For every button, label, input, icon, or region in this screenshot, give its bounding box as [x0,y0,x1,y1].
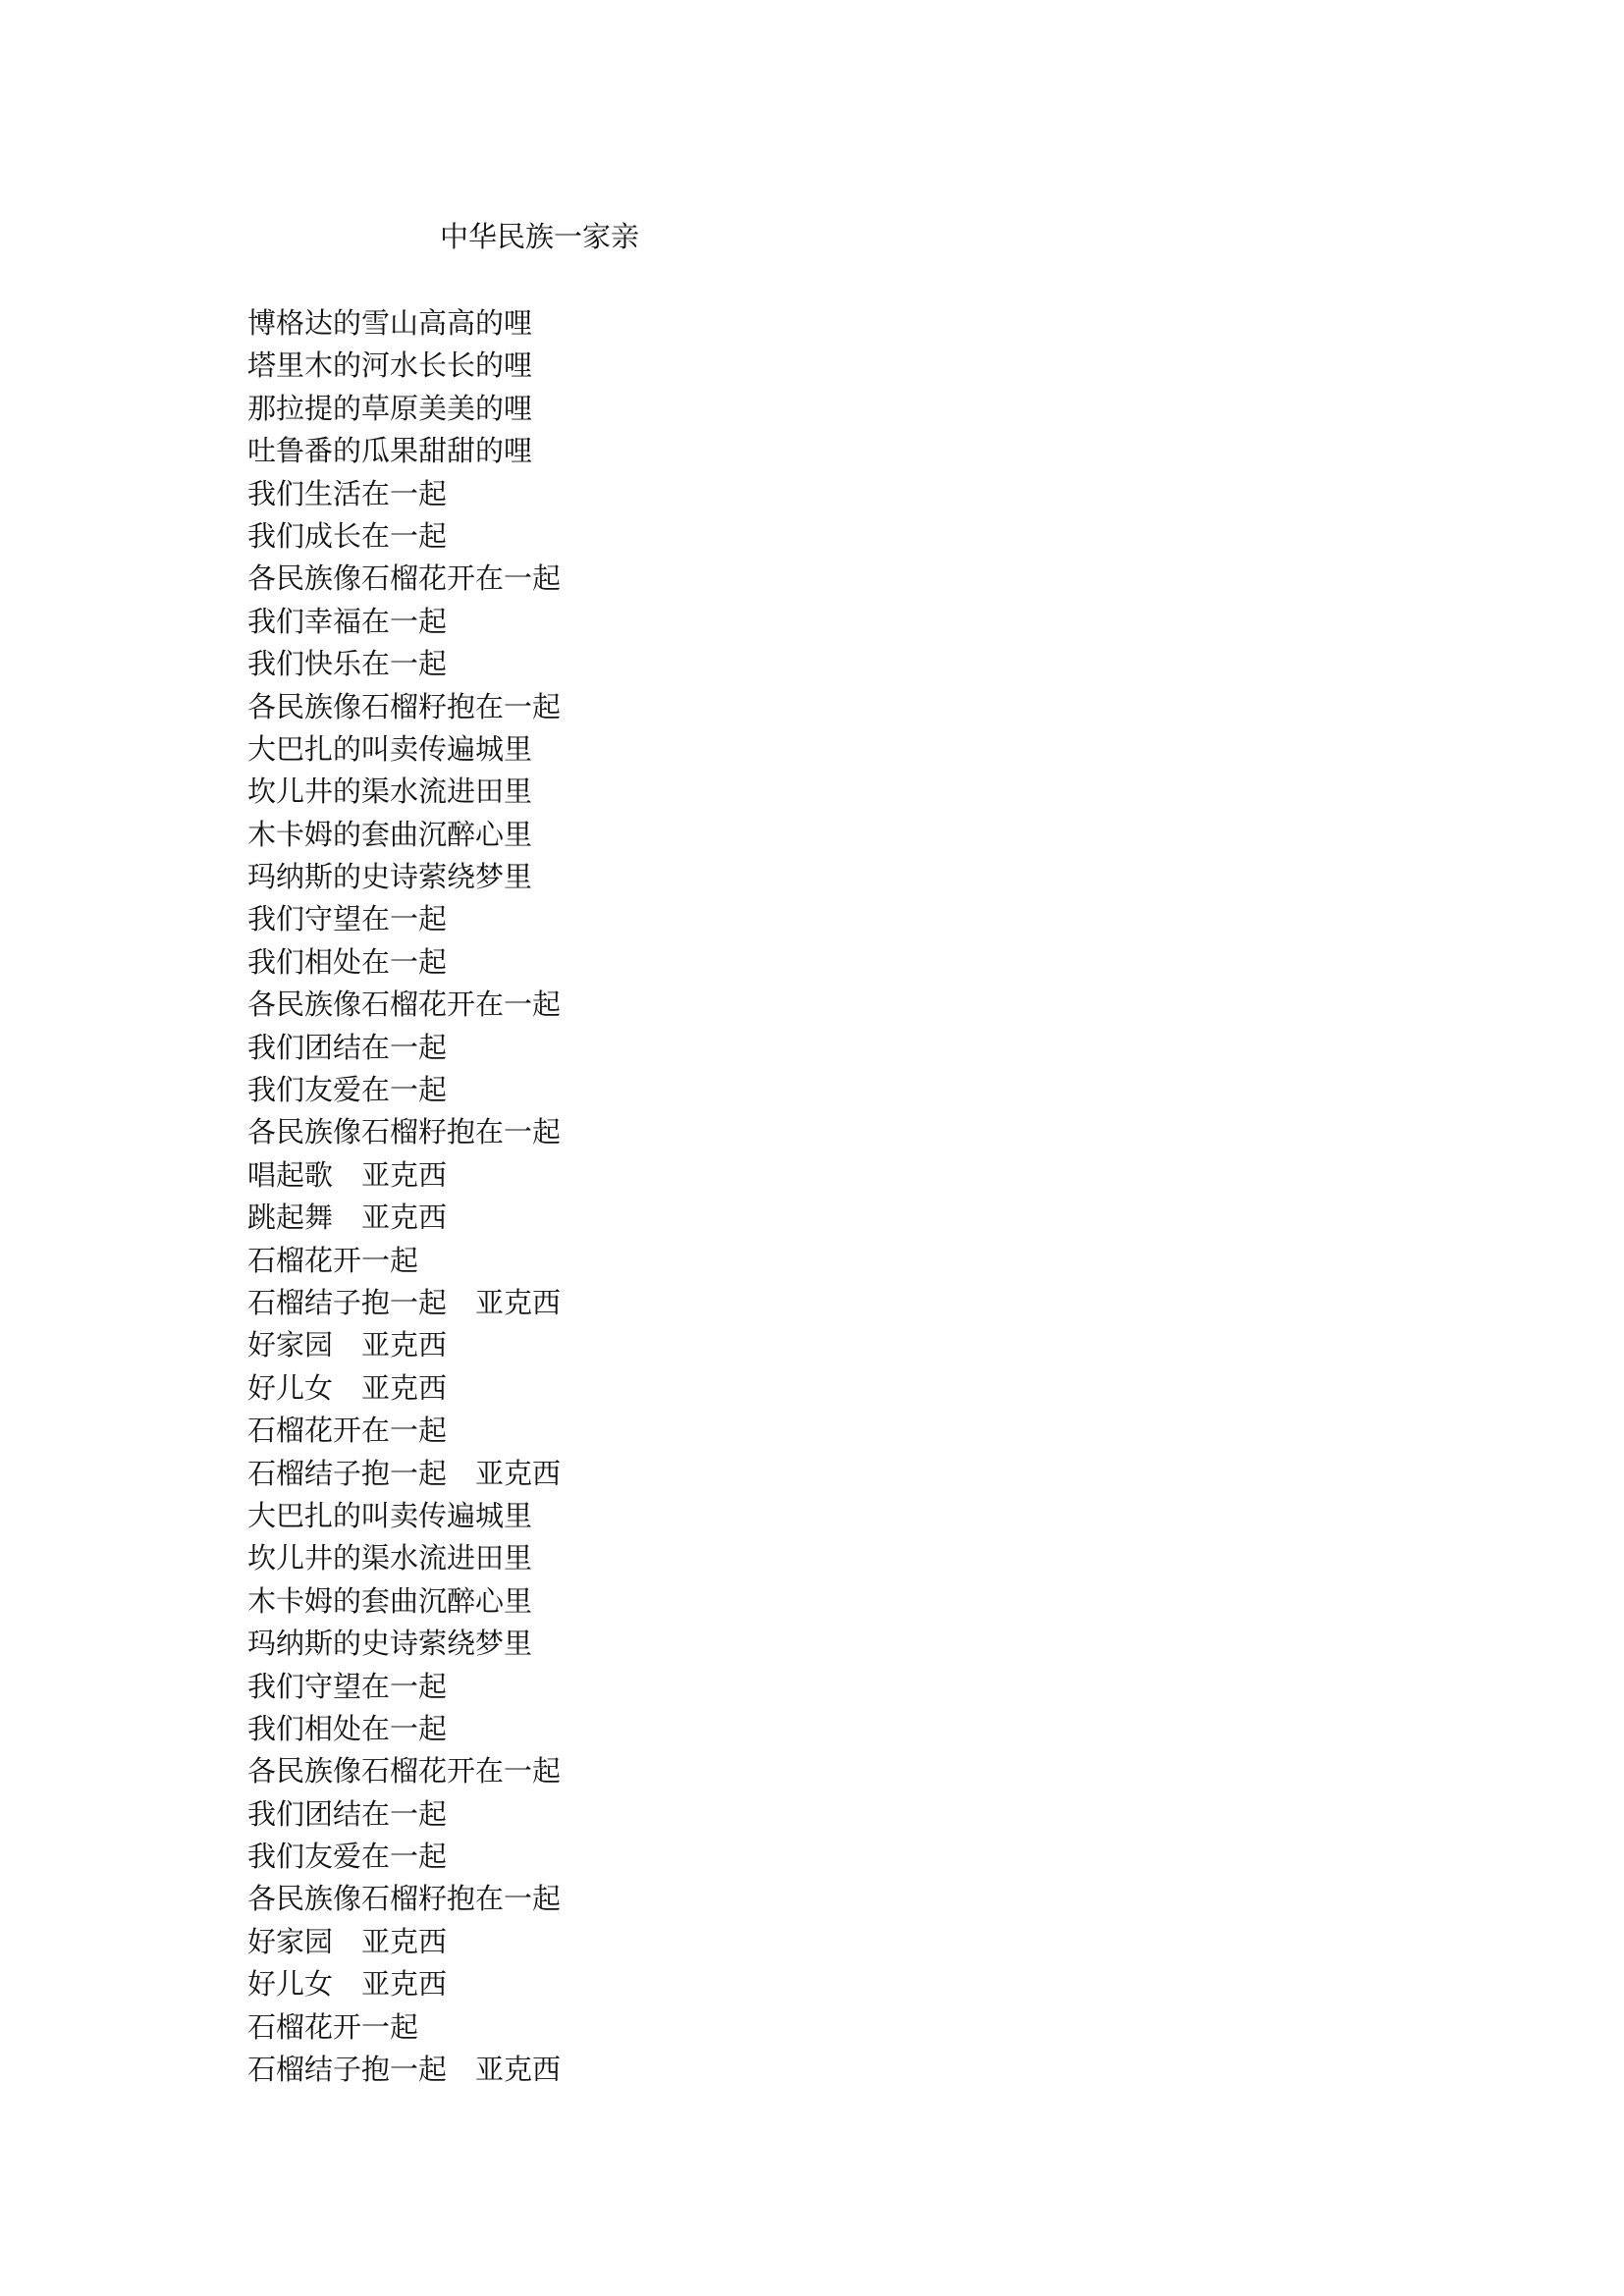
lyric-line: 我们成长在一起 [247,518,448,553]
lyric-line: 我们幸福在一起 [247,604,448,638]
lyric-line: 我们守望在一起 [247,902,448,936]
lyric-line: 石榴花开一起 [247,1243,419,1277]
lyric-line: 我们快乐在一起 [247,647,448,681]
lyric-line: 玛纳斯的史诗萦绕梦里 [247,860,533,894]
lyric-line: 石榴花开在一起 [247,1414,448,1448]
lyric-line: 跳起舞 亚克西 [247,1201,448,1235]
lyric-line: 我们友爱在一起 [247,1840,448,1874]
lyric-line: 塔里木的河水长长的哩 [247,348,533,383]
lyric-line: 博格达的雪山高高的哩 [247,306,533,340]
lyric-line: 坎儿井的渠水流进田里 [247,774,533,809]
lyric-line: 石榴结子抱一起 亚克西 [247,2053,562,2087]
lyric-line: 坎儿井的渠水流进田里 [247,1541,533,1575]
lyric-line: 各民族像石榴花开在一起 [247,988,562,1022]
lyric-line: 各民族像石榴花开在一起 [247,561,562,596]
lyric-line: 大巴扎的叫卖传遍城里 [247,1498,533,1532]
lyric-line: 各民族像石榴籽抱在一起 [247,1115,562,1149]
lyric-line: 我们守望在一起 [247,1669,448,1703]
lyric-line: 我们团结在一起 [247,1030,448,1064]
lyric-line: 各民族像石榴花开在一起 [247,1754,562,1789]
lyrics-list [247,302,561,2091]
lyric-line: 石榴结子抱一起 亚克西 [247,1456,562,1490]
lyric-line: 唱起歌 亚克西 [247,1157,448,1192]
lyric-line: 好家园 亚克西 [247,1924,448,1958]
document-title: 中华民族一家亲 [440,220,640,253]
lyric-line: 我们友爱在一起 [247,1073,448,1107]
lyric-line: 我们生活在一起 [247,476,448,510]
lyric-line: 好儿女 亚克西 [247,1370,448,1405]
lyric-line: 石榴花开一起 [247,2009,419,2044]
lyric-line: 木卡姆的套曲沉醉心里 [247,1583,533,1618]
lyric-line: 我们团结在一起 [247,1796,448,1831]
lyric-line: 我们相处在一起 [247,944,448,979]
lyric-line: 各民族像石榴籽抱在一起 [247,1882,562,1916]
lyric-line: 木卡姆的套曲沉醉心里 [247,817,533,851]
lyric-line: 好儿女 亚克西 [247,1967,448,2002]
lyric-line: 各民族像石榴籽抱在一起 [247,689,562,723]
lyric-line: 石榴结子抱一起 亚克西 [247,1285,562,1319]
lyric-line: 吐鲁番的瓜果甜甜的哩 [247,434,533,468]
lyric-line: 玛纳斯的史诗萦绕梦里 [247,1627,533,1661]
lyric-line: 大巴扎的叫卖传遍城里 [247,731,533,766]
lyric-line: 那拉提的草原美美的哩 [247,391,533,425]
lyric-line: 好家园 亚克西 [247,1328,448,1362]
lyric-line: 我们相处在一起 [247,1711,448,1745]
